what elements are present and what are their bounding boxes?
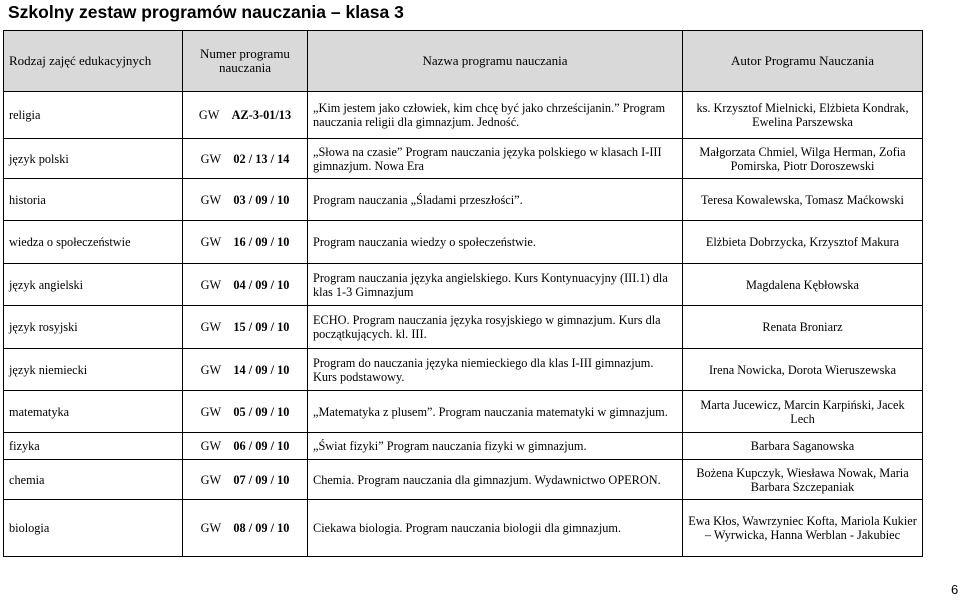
program-author-cell: ks. Krzysztof Mielnicki, Elżbieta Kondrak, Ewelina Parszewska: [683, 92, 923, 139]
header-program-name: Nazwa programu nauczania: [308, 31, 683, 92]
program-author-cell: Bożena Kupczyk, Wiesława Nowak, Maria Barbara Szczepaniak: [683, 460, 923, 500]
table-row: [4, 139, 923, 179]
program-number-cell: GW 07 / 09 / 10: [183, 460, 308, 500]
program-name-cell: „Kim jestem jako człowiek, kim chcę być jako chrześcijanin.” Program nauczania religii dla gimnazjum. Jedność.: [308, 92, 683, 139]
program-author-cell: Elżbieta Dobrzycka, Krzysztof Makura: [683, 221, 923, 264]
page-number: 6: [951, 582, 959, 597]
program-author-cell: Renata Broniarz: [683, 306, 923, 349]
table-row: [4, 349, 923, 391]
table-row: [4, 92, 923, 139]
program-author-cell: Irena Nowicka, Dorota Wieruszewska: [683, 349, 923, 391]
program-name-cell: „Świat fizyki” Program nauczania fizyki w gimnazjum.: [308, 433, 683, 460]
program-author-cell: Marta Jucewicz, Marcin Karpiński, Jacek Lech: [683, 391, 923, 433]
subject-cell: język rosyjski: [4, 306, 183, 349]
subject-cell: język angielski: [4, 264, 183, 306]
subject-cell: język niemiecki: [4, 349, 183, 391]
table-row: [4, 391, 923, 433]
program-name-cell: „Matematyka z plusem”. Program nauczania matematyki w gimnazjum.: [308, 391, 683, 433]
program-number-cell: GW 08 / 09 / 10: [183, 500, 308, 557]
subject-cell: historia: [4, 179, 183, 221]
subject-cell: matematyka: [4, 391, 183, 433]
table-row: [4, 306, 923, 349]
program-author-cell: Barbara Saganowska: [683, 433, 923, 460]
table-row: [4, 221, 923, 264]
program-name-cell: Program nauczania wiedzy o społeczeństwie.: [308, 221, 683, 264]
subject-cell: biologia: [4, 500, 183, 557]
table-row: [4, 179, 923, 221]
program-number-cell: GW 16 / 09 / 10: [183, 221, 308, 264]
program-name-cell: Program nauczania „Śladami przeszłości”.: [308, 179, 683, 221]
table-row: [4, 264, 923, 306]
program-number-cell: GW 04 / 09 / 10: [183, 264, 308, 306]
program-number-cell: GW 15 / 09 / 10: [183, 306, 308, 349]
program-number-cell: GW AZ-3-01/13: [183, 92, 308, 139]
program-name-cell: ECHO. Program nauczania języka rosyjskiego w gimnazjum. Kurs dla początkujących. kl. III.: [308, 306, 683, 349]
program-number-cell: GW 14 / 09 / 10: [183, 349, 308, 391]
subject-cell: chemia: [4, 460, 183, 500]
program-author-cell: Magdalena Kębłowska: [683, 264, 923, 306]
header-subject: Rodzaj zajęć edukacyjnych: [4, 31, 183, 92]
program-name-cell: „Słowa na czasie” Program nauczania języka polskiego w klasach I-III gimnazjum. Nowa Era: [308, 139, 683, 179]
table-header-row: [4, 31, 923, 92]
program-author-cell: Małgorzata Chmiel, Wilga Herman, Zofia Pomirska, Piotr Doroszewski: [683, 139, 923, 179]
program-number-cell: GW 06 / 09 / 10: [183, 433, 308, 460]
subject-cell: wiedza o społeczeństwie: [4, 221, 183, 264]
program-name-cell: Program nauczania języka angielskiego. Kurs Kontynuacyjny (III.1) dla klas 1-3 Gimnazjum: [308, 264, 683, 306]
program-name-cell: Chemia. Program nauczania dla gimnazjum. Wydawnictwo OPERON.: [308, 460, 683, 500]
table-row: [4, 500, 923, 557]
program-number-cell: GW 03 / 09 / 10: [183, 179, 308, 221]
program-author-cell: Ewa Kłos, Wawrzyniec Kofta, Mariola Kukier – Wyrwicka, Hanna Werblan - Jakubiec: [683, 500, 923, 557]
table-row: [4, 433, 923, 460]
program-name-cell: Ciekawa biologia. Program nauczania biologii dla gimnazjum.: [308, 500, 683, 557]
subject-cell: język polski: [4, 139, 183, 179]
program-author-cell: Teresa Kowalewska, Tomasz Maćkowski: [683, 179, 923, 221]
subject-cell: fizyka: [4, 433, 183, 460]
header-program-author: Autor Programu Nauczania: [683, 31, 923, 92]
program-number-cell: GW 02 / 13 / 14: [183, 139, 308, 179]
program-number-cell: GW 05 / 09 / 10: [183, 391, 308, 433]
subject-cell: religia: [4, 92, 183, 139]
program-name-cell: Program do nauczania języka niemieckiego dla klas I-III gimnazjum. Kurs podstawowy.: [308, 349, 683, 391]
table-row: [4, 460, 923, 500]
header-program-number: Numer programu nauczania: [183, 31, 308, 92]
curriculum-table: [3, 30, 923, 557]
page-title: Szkolny zestaw programów nauczania – klasa 3: [8, 2, 404, 22]
